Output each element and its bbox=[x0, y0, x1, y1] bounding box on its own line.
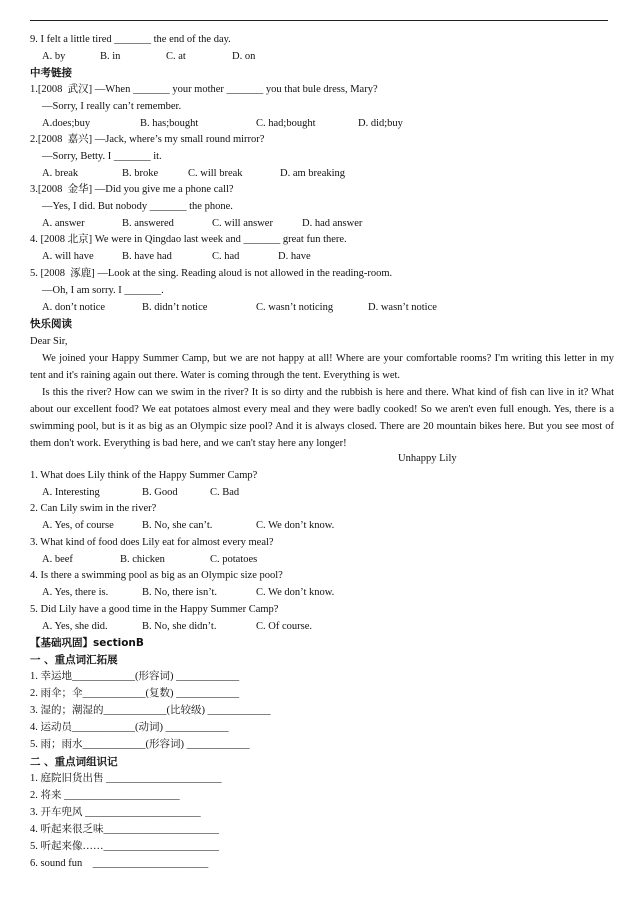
reading-q1-options bbox=[42, 486, 240, 501]
letter-paragraph-2: Is this the river? How can we swim in the river? It is so dirty and the rubbish is here and there. What kind of fish can live in it? What about our excellent food? We eat potatoes almost every meal and they were badly cooked! So we aren't even full enough. Yes, there is a swimming pool, but is it as big as an Olympic size pool? And it is always closed. There are 20 mountain bikes here. But you see most of them don't work. Everything is bad here, and we can't stay here any longer! bbox=[30, 387, 614, 449]
reading-q5-options bbox=[42, 620, 312, 635]
part1-heading: 一 、重点词汇拓展 bbox=[30, 654, 118, 666]
reading-q4-stem: 4. Is there a swimming pool as big as an Olympic size pool? bbox=[30, 570, 283, 581]
zk-q3-option-a: A. answer bbox=[42, 218, 85, 229]
zk-q5-option-c: C. wasn’t noticing bbox=[256, 302, 334, 313]
reading-q1-option-a: A. Interesting bbox=[42, 487, 100, 498]
vocab-item-3: 3. 湿的；潮湿的____________(比较级) ____________ bbox=[30, 705, 271, 716]
section-b-heading: 【基础巩固】sectionB bbox=[30, 637, 144, 649]
reading-q4-options bbox=[42, 586, 335, 601]
zk-q2-option-c: C. will break bbox=[188, 168, 243, 179]
zk-q3-options bbox=[42, 217, 363, 232]
zk-q5-option-d: D. wasn’t notice bbox=[368, 302, 437, 313]
zk-q4-option-a: A. will have bbox=[42, 251, 94, 262]
reading-q2-options bbox=[42, 519, 335, 534]
reading-q3-option-a: A. beef bbox=[42, 554, 73, 565]
letter-salutation: Dear Sir, bbox=[30, 336, 68, 347]
reading-q2-option-b: B. No, she can’t. bbox=[142, 520, 213, 531]
top-rule bbox=[30, 20, 608, 21]
part2-heading: 二 、重点词组识记 bbox=[30, 756, 118, 768]
zk-q4-option-c: C. had bbox=[212, 251, 240, 262]
zhongkao-heading: 中考链接 bbox=[30, 67, 72, 79]
zk-q3-option-c: C. will answer bbox=[212, 218, 273, 229]
reading-q3-option-b: B. chicken bbox=[120, 554, 165, 565]
reading-q3-stem: 3. What kind of food does Lily eat for almost every meal? bbox=[30, 537, 274, 548]
reading-q1-option-c: C. Bad bbox=[210, 487, 240, 498]
zk-q2-options bbox=[42, 167, 346, 182]
reading-q2-option-c: C. We don’t know. bbox=[256, 520, 335, 531]
zk-q2-option-d: D. am breaking bbox=[280, 168, 346, 179]
reading-q3-options bbox=[42, 553, 258, 568]
reading-heading: 快乐阅读 bbox=[30, 318, 72, 330]
zk-q2-option-b: B. broke bbox=[122, 168, 159, 179]
zk-q4-option-b: B. have had bbox=[122, 251, 172, 262]
zk-q5-options bbox=[42, 301, 437, 316]
letter-signature: Unhappy Lily bbox=[398, 453, 457, 464]
q9-options bbox=[42, 50, 256, 65]
zk-q5-option-a: A. don’t notice bbox=[42, 302, 106, 313]
zk-q3-option-d: D. had answer bbox=[302, 218, 363, 229]
q9-stem: 9. I felt a little tired _______ the end of the day. bbox=[30, 34, 231, 45]
vocab-item-1: 1. 幸运地____________(形容词) ____________ bbox=[30, 671, 240, 682]
reading-q2-option-a: A. Yes, of course bbox=[42, 520, 114, 531]
zk-q1-reply: —Sorry, I really can’t remember. bbox=[42, 101, 182, 112]
reading-q2-stem: 2. Can Lily swim in the river? bbox=[30, 503, 157, 514]
q9-option-c: C. at bbox=[166, 51, 186, 62]
zk-q5-reply: —Oh, I am sorry. I _______. bbox=[42, 285, 164, 296]
zk-q5-stem: 5. [2008 涿鹿] —Look at the sing. Reading aloud is not allowed in the reading-room. bbox=[30, 268, 393, 279]
reading-q1-stem: 1. What does Lily think of the Happy Summer Camp? bbox=[30, 470, 258, 481]
q9-option-b: B. in bbox=[100, 51, 121, 62]
zk-q4-option-d: D. have bbox=[278, 251, 311, 262]
phrase-item-4: 4. 听起来很乏味______________________ bbox=[30, 824, 219, 835]
zk-q1-options bbox=[42, 117, 403, 132]
reading-q4-option-a: A. Yes, there is. bbox=[42, 587, 109, 598]
zk-q1-option-a: A.does;buy bbox=[42, 118, 91, 129]
reading-q5-option-c: C. Of course. bbox=[256, 621, 312, 632]
phrase-item-1: 1. 庭院旧货出售 ______________________ bbox=[30, 773, 222, 784]
vocab-item-2: 2. 雨伞；伞____________(复数) ____________ bbox=[30, 688, 240, 699]
q9-option-a: A. by bbox=[42, 51, 66, 62]
zk-q4-options bbox=[42, 250, 311, 265]
reading-q3-option-c: C. potatoes bbox=[210, 554, 258, 565]
zk-q2-stem: 2.[2008 嘉兴] —Jack, where’s my small round mirror? bbox=[30, 134, 265, 145]
reading-q4-option-b: B. No, there isn’t. bbox=[142, 587, 218, 598]
phrase-item-5: 5. 听起来像……______________________ bbox=[30, 841, 219, 852]
reading-q5-stem: 5. Did Lily have a good time in the Happy Summer Camp? bbox=[30, 604, 279, 615]
reading-q4-option-c: C. We don’t know. bbox=[256, 587, 335, 598]
zk-q2-reply: —Sorry, Betty. I _______ it. bbox=[42, 151, 162, 162]
zk-q3-option-b: B. answered bbox=[122, 218, 174, 229]
zk-q1-option-b: B. has;bought bbox=[140, 118, 199, 129]
vocab-item-4: 4. 运动员____________(动词) ____________ bbox=[30, 722, 229, 733]
phrase-item-2: 2. 将来 ______________________ bbox=[30, 790, 180, 801]
zk-q5-option-b: B. didn’t notice bbox=[142, 302, 208, 313]
zk-q2-option-a: A. break bbox=[42, 168, 79, 179]
letter-paragraph-1: We joined your Happy Summer Camp, but we are not happy at all! Where are your comfortable rooms? I'm writing this letter in my tent and it's raining again out there. Water is coming through the tent. Everything is wet. bbox=[30, 353, 614, 381]
zk-q3-stem: 3.[2008 金华] —Did you give me a phone call? bbox=[30, 184, 234, 195]
vocab-item-5: 5. 雨；雨水____________(形容词) ____________ bbox=[30, 739, 250, 750]
zk-q1-stem: 1.[2008 武汉] —When _______ your mother _______ you that bule dress, Mary? bbox=[30, 84, 378, 95]
reading-q1-option-b: B. Good bbox=[142, 487, 178, 498]
reading-q5-option-a: A. Yes, she did. bbox=[42, 621, 108, 632]
zk-q1-option-c: C. had;bought bbox=[256, 118, 316, 129]
q9-option-d: D. on bbox=[232, 51, 256, 62]
reading-q5-option-b: B. No, she didn’t. bbox=[142, 621, 217, 632]
phrase-item-3: 3. 开车兜风 ______________________ bbox=[30, 807, 201, 818]
zk-q4-stem: 4. [2008 北京] We were in Qingdao last week and _______ great fun there. bbox=[30, 234, 347, 245]
phrase-item-6: 6. sound fun ______________________ bbox=[30, 858, 209, 869]
zk-q1-option-d: D. did;buy bbox=[358, 118, 403, 129]
zk-q3-reply: —Yes, I did. But nobody _______ the phone. bbox=[42, 201, 233, 212]
